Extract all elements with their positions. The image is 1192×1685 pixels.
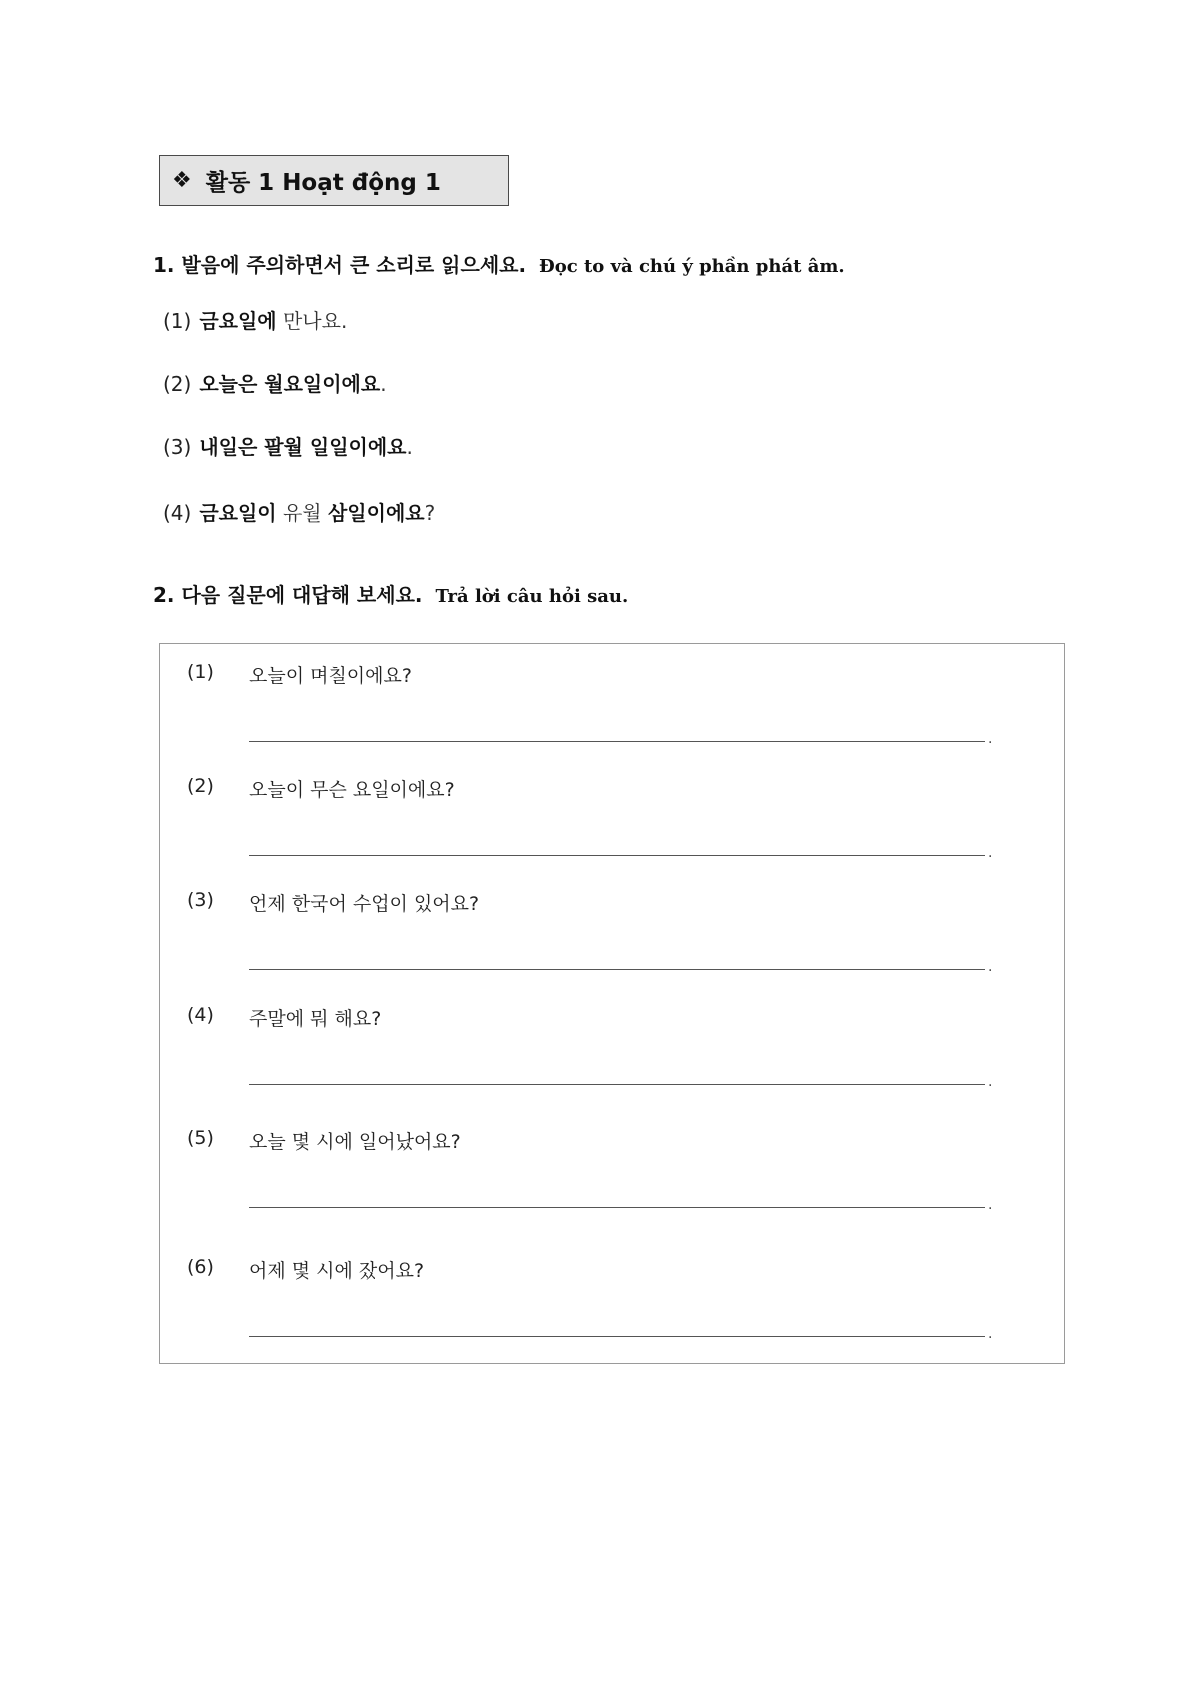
answer-line[interactable]	[249, 741, 985, 742]
question-row	[160, 1004, 1064, 1114]
section-1-title	[153, 249, 845, 278]
section-1-title-ko: 발음에 주의하면서 큰 소리로 읽으세요.	[181, 253, 527, 277]
question-number: (5)	[187, 1127, 214, 1149]
question-text: 오늘 몇 시에 일어났어요?	[249, 1131, 461, 1153]
reading-item-number: (1)	[163, 309, 192, 333]
answer-line[interactable]	[249, 1084, 985, 1085]
reading-item-number: (4)	[163, 501, 192, 525]
question-row	[160, 775, 1064, 885]
question-text: 언제 한국어 수업이 있어요?	[249, 893, 480, 915]
question-number: (4)	[187, 1004, 214, 1026]
answer-period: .	[988, 959, 993, 975]
section-2-title	[153, 579, 628, 608]
question-number: (3)	[187, 889, 214, 911]
question-row	[160, 661, 1064, 771]
reading-item-bold: 금요일이	[199, 501, 277, 525]
answer-period: .	[988, 1074, 993, 1090]
section-1-title-vi: Đọc to và chú ý phần phát âm.	[539, 256, 845, 277]
question-row	[160, 889, 1064, 999]
question-text: 주말에 뭐 해요?	[249, 1008, 382, 1030]
reading-item-text: .	[406, 435, 413, 459]
question-text: 오늘이 무슨 요일이에요?	[249, 779, 455, 801]
reading-item	[163, 497, 435, 526]
section-2-title-ko: 다음 질문에 대답해 보세요.	[181, 583, 423, 607]
question-box	[159, 643, 1065, 1364]
answer-line[interactable]	[249, 855, 985, 856]
reading-item-bold: 삼일이에요	[327, 501, 425, 525]
activity-title: 활동 1 Hoạt động 1	[205, 170, 441, 196]
answer-line[interactable]	[249, 969, 985, 970]
section-1-number: 1.	[153, 253, 175, 277]
question-text: 어제 몇 시에 잤어요?	[249, 1260, 425, 1282]
question-number: (6)	[187, 1256, 214, 1278]
answer-line[interactable]	[249, 1207, 985, 1208]
section-2-title-vi: Trả lời câu hỏi sau.	[435, 586, 629, 607]
activity-header	[159, 155, 509, 206]
diamond-icon: ❖	[172, 168, 192, 193]
reading-item-text: .	[380, 372, 387, 396]
reading-item-text: 유월	[276, 501, 328, 525]
question-text: 오늘이 며칠이에요?	[249, 665, 412, 687]
answer-period: .	[988, 1197, 993, 1213]
reading-item-number: (2)	[163, 372, 192, 396]
answer-period: .	[988, 731, 993, 747]
question-row	[160, 1127, 1064, 1237]
section-2-number: 2.	[153, 583, 175, 607]
question-number: (1)	[187, 661, 214, 683]
reading-item-text: ?	[424, 501, 436, 525]
reading-item	[163, 368, 387, 397]
answer-line[interactable]	[249, 1336, 985, 1337]
question-number: (2)	[187, 775, 214, 797]
reading-item	[163, 305, 347, 334]
reading-item-bold: 오늘은 월요일이에요	[199, 372, 381, 396]
reading-item-bold: 금요일에	[199, 309, 277, 333]
reading-item	[163, 431, 413, 460]
reading-item-bold: 내일은 팔월 일일이에요	[199, 435, 407, 459]
reading-item-number: (3)	[163, 435, 192, 459]
answer-period: .	[988, 845, 993, 861]
answer-period: .	[988, 1326, 993, 1342]
reading-item-text: 만나요.	[276, 309, 348, 333]
question-row	[160, 1256, 1064, 1366]
